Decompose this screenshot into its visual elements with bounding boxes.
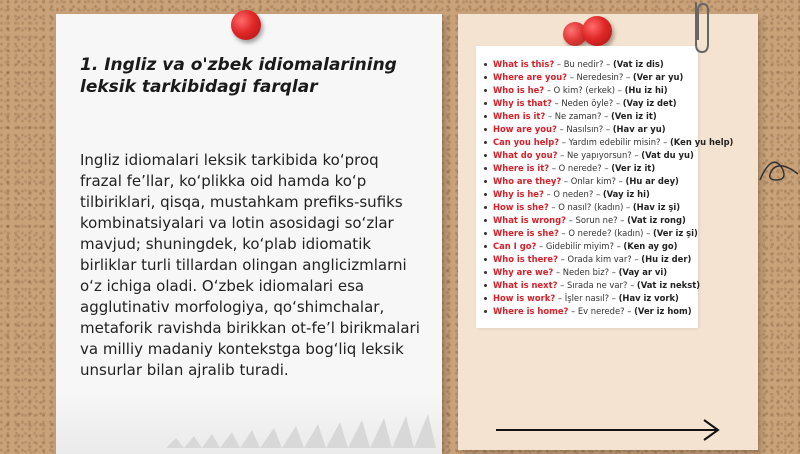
english-phrase: Why is that? [493,98,552,108]
english-phrase: When is it? [493,111,546,121]
list-item: What is next? – Sırada ne var? – (Vat iz nekst) [484,279,698,292]
pronunciation: (Ver iz hom) [634,306,692,316]
pronunciation: (Vat du yu) [641,150,694,160]
english-phrase: Who are they? [493,176,562,186]
turkish-translation: Gidebilir miyim? [545,241,614,251]
curl-doodle-icon [758,150,800,198]
list-item: Where are you? – Neredesin? – (Ver ar yu) [484,71,698,84]
pronunciation: (Hav iz vork) [618,293,679,303]
list-item: What is this? – Bu nedir? – (Vat iz dis) [484,58,698,71]
english-phrase: Can I go? [493,241,537,251]
pronunciation: (Hu iz hi) [624,85,668,95]
turkish-translation: O neden? [553,189,594,199]
pronunciation: (Vat iz dis) [612,59,664,69]
pronunciation: (Hav ar yu) [612,124,666,134]
turkish-translation: Sırada ne var? [566,280,628,290]
english-phrase: Who is there? [493,254,558,264]
english-phrase: How is work? [493,293,556,303]
list-item: Who is there? – Orada kim var? – (Hu iz der) [484,253,698,266]
list-item: How is work? – İşler nasıl? – (Hav iz vork) [484,292,698,305]
pronunciation: (Vay iz det) [622,98,677,108]
english-phrase: Where is she? [493,228,559,238]
pronunciation: (Hav iz şi) [632,202,681,212]
pronunciation: (Vat iz rong) [627,215,686,225]
english-phrase: Can you help? [493,137,560,147]
list-item: Who is he? – O kim? (erkek) – (Hu iz hi) [484,84,698,97]
phrase-list-card [476,46,734,328]
pronunciation: (Vay iz hi) [602,189,650,199]
torn-edge-decoration [56,410,442,450]
pronunciation: (Ver iz şi) [652,228,698,238]
english-phrase: What is this? [493,59,555,69]
turkish-translation: Onlar kim? [570,176,616,186]
pronunciation: (Hu ar dey) [625,176,679,186]
pronunciation: (Ken yu help) [669,137,734,147]
turkish-translation: O nasıl? (kadın) [558,202,624,212]
list-item: Why is he? – O neden? – (Vay iz hi) [484,188,698,201]
turkish-translation: Ne zaman? [554,111,602,121]
turkish-translation: O nerede? [558,163,602,173]
list-item: Can I go? – Gidebilir miyim? – (Ken ay go) [484,240,698,253]
turkish-translation: Ev nerede? [577,306,625,316]
red-pushpin-icon [231,10,261,40]
list-item: Where is home? – Ev nerede? – (Ver iz hom) [484,305,698,318]
list-item: When is it? – Ne zaman? – (Ven iz it) [484,110,698,123]
pronunciation: (Ken ay go) [623,241,678,251]
turkish-translation: İşler nasıl? [564,293,610,303]
english-phrase: Where is home? [493,306,569,316]
english-phrase: What is wrong? [493,215,566,225]
english-phrase: Why are we? [493,267,554,277]
list-item: Why are we? – Neden biz? – (Vay ar vi) [484,266,698,279]
list-item: Who are they? – Onlar kim? – (Hu ar dey) [484,175,698,188]
red-pushpin-icon [582,16,612,46]
paperclip-icon [688,0,712,54]
english-phrase: What do you? [493,150,558,160]
list-item: What is wrong? – Sorun ne? – (Vat iz rong) [484,214,698,227]
list-item: What do you? – Ne yapıyorsun? – (Vat du yu) [484,149,698,162]
list-item: Can you help? – Yardım edebilir misin? – (Ken yu help) [484,136,698,149]
list-item: Where is she? – O nerede? (kadın) – (Ver iz şi) [484,227,698,240]
english-phrase: Where is it? [493,163,550,173]
pronunciation: (Ven iz it) [610,111,657,121]
turkish-translation: Neden öyle? [561,98,614,108]
pronunciation: (Ver iz it) [611,163,656,173]
phrase-list [476,46,734,318]
english-phrase: Who is he? [493,85,545,95]
arrow-right-icon [494,418,724,442]
list-item: Why is that? – Neden öyle? – (Vay iz det) [484,97,698,110]
slide-body-text: Ingliz idiomalari leksik tarkibida koʻproq frazal fe’llar, koʻplikka oid hamda koʻp tilbiriklari, qisqa, mustahkam prefiks-sufiks kombinatsiyalari va lotin asosidagi soʻzlar mavjud; shuningdek, koʻplab idiomatik birliklar turli tillardan olingan anglicizmlarni oʻz ichiga oladi. Oʻzbek idiomalari esa agglutinativ morfologiya, qoʻshimchalar, metaforik ravishda birikkan ot-fe’l birikmalari va milliy madaniy kontekstga bogʻliq leksik unsurlar bilan ajralib turadi. [80,151,420,379]
turkish-translation: Neredesin? [576,72,624,82]
english-phrase: Why is he? [493,189,544,199]
pronunciation: (Hu iz der) [641,254,692,264]
turkish-translation: Ne yapıyorsun? [566,150,632,160]
slide-title: 1. Ingliz va o'zbek idiomalarining leksik tarkibidagi farqlar [80,55,397,97]
pronunciation: (Vat iz nekst) [636,280,701,290]
turkish-translation: Orada kim var? [567,254,632,264]
english-phrase: How are you? [493,124,557,134]
pronunciation: (Ver ar yu) [632,72,684,82]
turkish-translation: Nasılsın? [566,124,604,134]
pronunciation: (Vay ar vi) [618,267,668,277]
turkish-translation: O nerede? (kadın) [568,228,644,238]
turkish-translation: Bu nedir? [563,59,604,69]
turkish-translation: Yardım edebilir misin? [568,137,661,147]
turkish-translation: Sorun ne? [575,215,618,225]
english-phrase: How is she? [493,202,549,212]
english-phrase: Where are you? [493,72,568,82]
turkish-translation: Neden biz? [562,267,610,277]
turkish-translation: O kim? (erkek) [553,85,616,95]
english-phrase: What is next? [493,280,558,290]
list-item: Where is it? – O nerede? – (Ver iz it) [484,162,698,175]
list-item: How are you? – Nasılsın? – (Hav ar yu) [484,123,698,136]
list-item: How is she? – O nasıl? (kadın) – (Hav iz şi) [484,201,698,214]
